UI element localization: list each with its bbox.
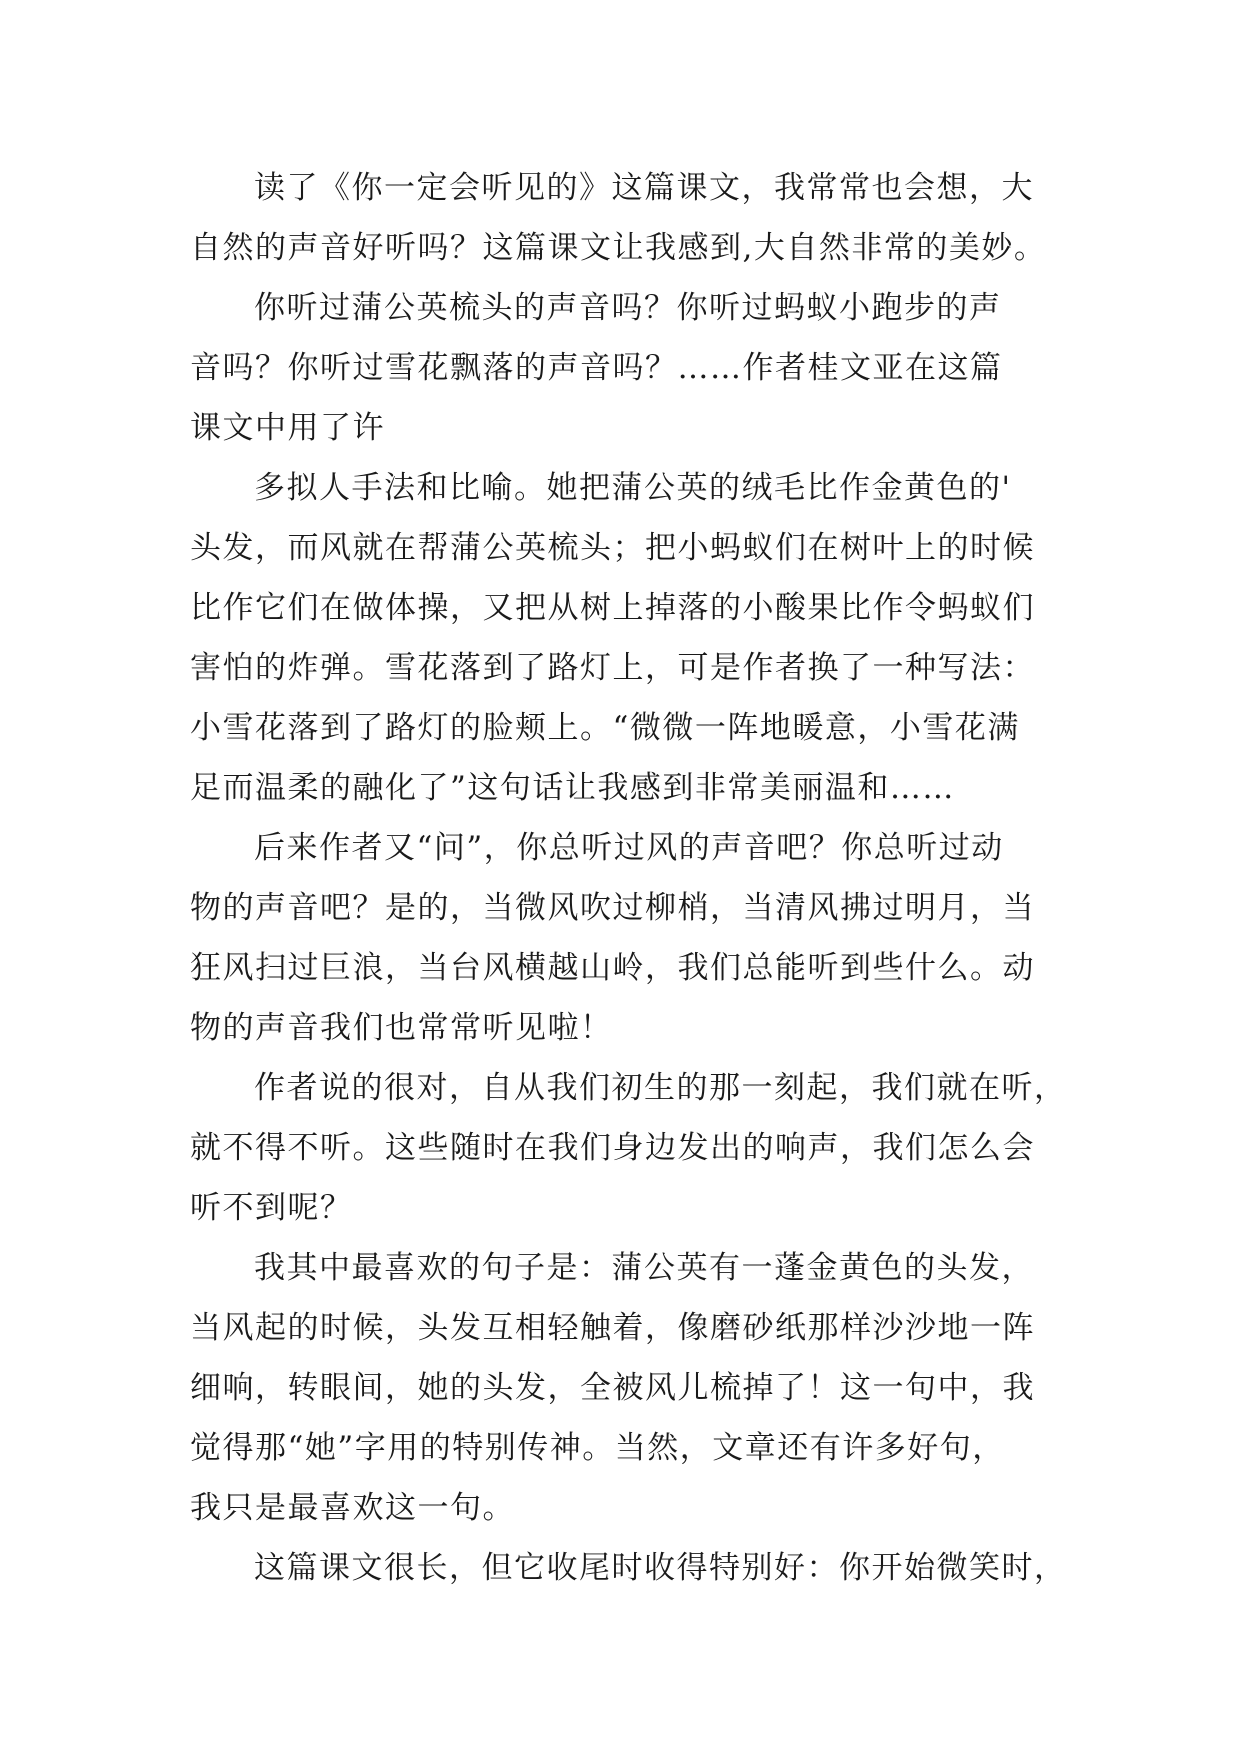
text-line: 觉得那“她”字用的特别传神。当然，文章还有许多好句，: [190, 1430, 1005, 1466]
text-line: 后来作者又“问”，你总听过风的声音吧？你总听过动: [254, 830, 1004, 866]
text-line: 害怕的炸弹。雪花落到了路灯上，可是作者换了一种写法：: [190, 650, 1035, 686]
text-line: 头发，而风就在帮蒲公英梳头；把小蚂蚁们在树叶上的时候: [190, 530, 1035, 566]
text-line: 作者说的很对，自从我们初生的那一刻起，我们就在听，: [254, 1070, 1067, 1106]
text-line: 你听过蒲公英梳头的声音吗？你听过蚂蚁小跑步的声: [254, 290, 1002, 326]
text-line: 细响，转眼间，她的头发，全被风儿梳掉了！这一句中，我: [190, 1370, 1035, 1406]
text-line: 听不到呢？: [190, 1190, 353, 1226]
text-line: 足而温柔的融化了”这句话让我感到非常美丽温和……: [190, 770, 955, 806]
text-line: 当风起的时候，头发互相轻触着，像磨砂纸那样沙沙地一阵: [190, 1310, 1035, 1346]
text-line: 比作它们在做体操，又把从树上掉落的小酸果比作令蚂蚁们: [190, 590, 1035, 626]
text-line: 音吗？你听过雪花飘落的声音吗？……作者桂文亚在这篇: [190, 350, 1003, 386]
text-line: 这篇课文很长，但它收尾时收得特别好：你开始微笑时，: [254, 1550, 1067, 1586]
text-line: 就不得不听。这些随时在我们身边发出的响声，我们怎么会: [190, 1130, 1035, 1166]
document-body: [190, 158, 1070, 1598]
text-line: 课文中用了许: [190, 410, 385, 446]
text-line: 物的声音吧？是的，当微风吹过柳梢，当清风拂过明月，当: [190, 890, 1035, 926]
text-line: 小雪花落到了路灯的脸颊上。“微微一阵地暖意，小雪花满: [190, 710, 1020, 746]
text-line: 读了《你一定会听见的》这篇课文，我常常也会想，大: [254, 170, 1034, 206]
text-line: 多拟人手法和比喻。她把蒲公英的绒毛比作金黄色的': [254, 470, 1012, 506]
text-line: 自然的声音好听吗？这篇课文让我感到,大自然非常的美妙。: [190, 230, 1047, 266]
text-line: 物的声音我们也常常听见啦！: [190, 1010, 613, 1046]
text-line: 我只是最喜欢这一句。: [190, 1490, 515, 1526]
text-line: 我其中最喜欢的句子是：蒲公英有一蓬金黄色的头发，: [254, 1250, 1034, 1286]
text-line: 狂风扫过巨浪，当台风横越山岭，我们总能听到些什么。动: [190, 950, 1035, 986]
